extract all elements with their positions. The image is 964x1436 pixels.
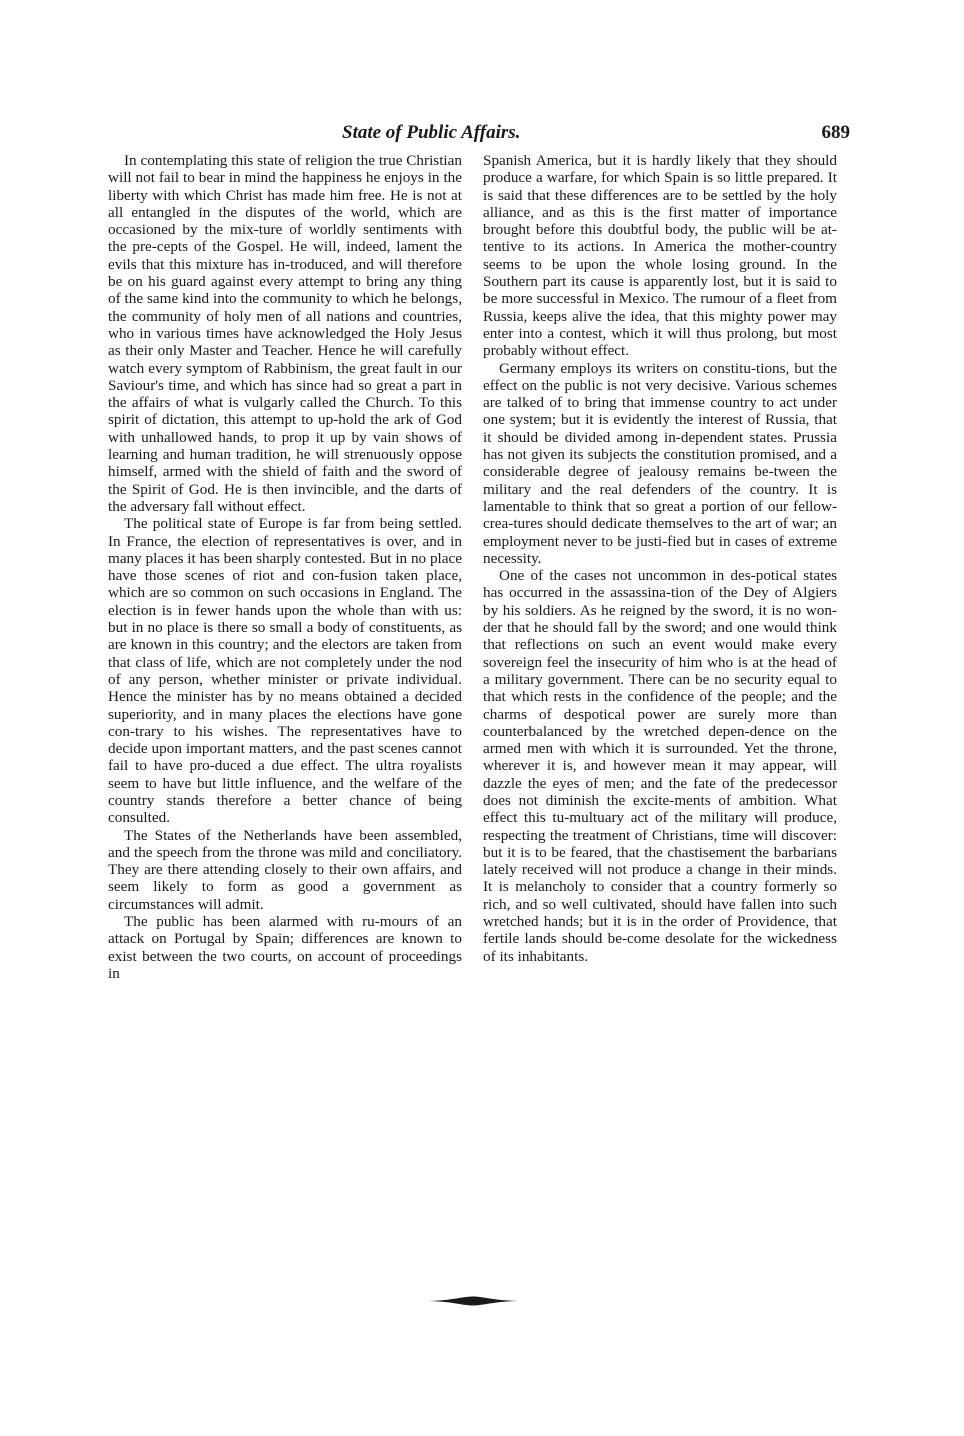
tapered-rule-ornament-icon (428, 1294, 518, 1308)
left-column (108, 152, 462, 982)
paragraph-algiers: One of the cases not uncommon in des-potical states has occurred in the assassina-tion of the Dey of Algiers by his soldiers. As he reigned by the sword, it is no won-der that he should fall by the sword; and one would think that reflections on such an event would make every sovereign feel the insecurity of him who is at the head of a military government. There can be no security equal to that which rests in the confidence of the people; and the charms of despotical power are surely more than counterbalanced by the wretched depen-dence on the armed men with which it is surrounded. Yet the throne, wherever it is, and however mean it may appear, will dazzle the eyes of men; and the fate of the predecessor does not diminish the excite-ments of ambition. What effect this tu-multuary act of the military will produce, respecting the treatment of Christians, time will discover: but it is to be feared, that the chastisement the barbarians lately received will not produce a change in their minds. It is melancholy to consider that a country formerly so rich, and so well cultivated, should have fallen into such wretched hands; but it is in the order of Providence, that fertile lands should be-come desolate for the wickedness of its inhabitants. (483, 567, 837, 965)
running-title: State of Public Affairs. (342, 122, 521, 143)
paragraph-netherlands: The States of the Netherlands have been assembled, and the speech from the throne was mild and conciliatory. They are there attending closely to their own affairs, and seem likely to form as good a government as circumstances will admit. (108, 826, 462, 913)
paragraph-germany: Germany employs its writers on constitu-tions, but the effect on the public is not very decisive. Various schemes are talked of to bring that immense country to act under one system; but it is evidently the interest of Russia, that it should be divided among in-dependent states. Prussia has not given its subjects the constitution promised, and a considerable degree of jealousy remains be-tween the military and the real defenders of the country. It is lamentable to think that so great a portion of our fellow-crea-tures should dedicate themselves to the art of war; an employment never to be justi-fied but in cases of extreme necessity. (483, 359, 837, 567)
paragraph-europe-france: The political state of Europe is far from being settled. In France, the election of representatives is over, and in many places it has been sharply contested. But in no place have those scenes of riot and con-fusion taken place, which are so common on such occasions in England. The election is in fewer hands upon the whole than with us: but in no place is there so small a body of constituents, as are known in this country; and the electors are taken from that class of life, which are not completely under the nod of any person, whether minister or private individual. Hence the minister has by no means obtained a decided superiority, and in many places the elections have gone con-trary to his wishes. The representatives have to decide upon important matters, and the past scenes cannot fail to have pro-duced a due effect. The ultra royalists seem to have but little influence, and the welfare of the country stands therefore a better chance of being consulted. (108, 515, 462, 827)
page-number: 689 (821, 122, 850, 143)
paragraph-religion: In contemplating this state of religion the true Christian will not fail to bear in mind the happiness he enjoys in the liberty with which Christ has made him free. He is not at all entangled in the disputes of the world, which are occasioned by the mix-ture of worldly sentiments with the pre-cepts of the Gospel. He will, indeed, lament the evils that this mixture has in-troduced, and will therefore be on his guard against every attempt to bring any thing of the same kind into the community to which he belongs, the community of holy men of all nations and countries, who in various times have acknowledged the Holy Jesus as their only Master and Teacher. Hence he will carefully watch every symptom of Rabbinism, the great fault in our Saviour's time, and which has since had so great a part in the affairs of what is vulgarly called the Church. To this spirit of dictation, this attempt to up-hold the ark of God with unhallowed hands, to prop it up by vain shows of learning and human tradition, he will strenuously oppose himself, armed with the shield of faith and the sword of the Spirit of God. He is then invincible, and the darts of the adversary fall without effect. (108, 152, 462, 515)
running-header (110, 122, 850, 152)
paragraph-spanish-america-continued: Spanish America, but it is hardly likely that they should produce a warfare, for which Spain is so little prepared. It is said that these differences are to be settled by the holy alliance, and as this is the first matter of importance brought before this doubtful body, the public will be at-tentive to its actions. In America the mother-country seems to be upon the whole losing ground. In the Southern part its cause is apparently lost, but it is said to be more successful in Mexico. The rumour of a fleet from Russia, keeps alive the idea, that this mighty power may enter into a contest, which it will thus prolong, but most probably without effect. (483, 152, 837, 360)
right-column (483, 152, 837, 965)
paragraph-portugal-spain: The public has been alarmed with ru-mours of an attack on Portugal by Spain; differences are known to exist between the two courts, on account of proceedings in (108, 913, 462, 982)
